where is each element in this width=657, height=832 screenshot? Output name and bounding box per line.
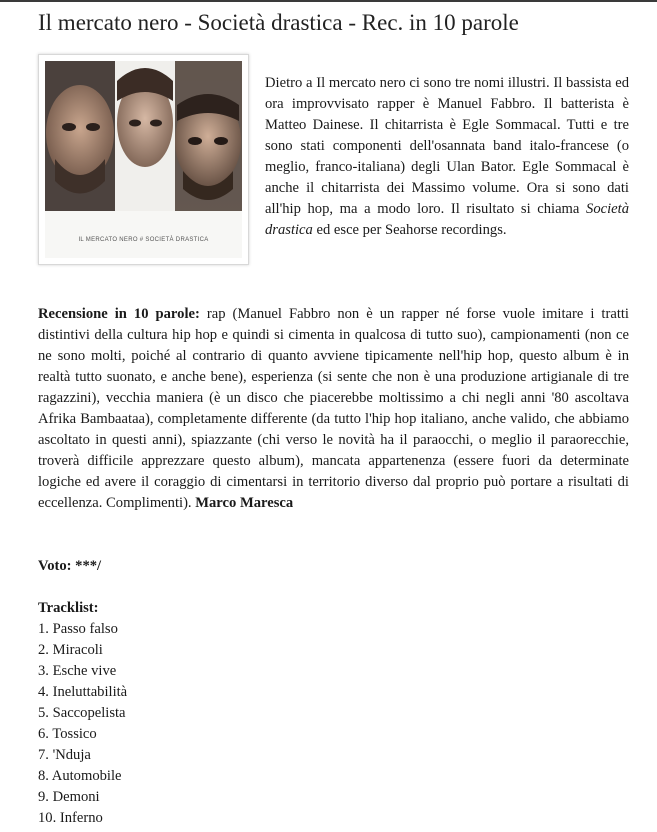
cover-photo-band: [45, 61, 242, 258]
track-item: 5. Saccopelista: [38, 705, 126, 721]
page-title: Il mercato nero - Società drastica - Rec. in 10 parole: [38, 10, 519, 35]
album-cover-image: [45, 61, 242, 258]
track-item: 8. Automobile: [38, 768, 122, 784]
cover-caption: IL MERCATO NERO # SOCIETÀ DRASTICA: [78, 237, 209, 243]
top-divider: [0, 0, 657, 2]
track-item: 4. Ineluttabilità: [38, 684, 128, 700]
album-cover: [38, 54, 249, 265]
track-item: 1. Passo falso: [38, 621, 118, 637]
intro-text-end: ed esce per Seahorse recordings.: [312, 222, 507, 238]
track-item: 10. Inferno: [38, 810, 103, 826]
album-title-italic: Società drastica: [265, 201, 629, 238]
vote-rating: Voto: ***/: [38, 558, 102, 574]
intro-paragraph: [265, 73, 629, 241]
track-item: 6. Tossico: [38, 726, 97, 742]
intro-text: Dietro a Il mercato nero ci sono tre nomi illustri. Il bassista ed ora improvvisato rapper è Manuel Fabbro. Il batterista è Matteo Dainese. Il chitarrista è Egle Sommacal. Tutti e tre sono stati componenti dell'osannata band italo-francese (o meglio, franco-italiana) degli Ulan Bator. Egle Sommacal è anche il chitarrista dei Massimo volume. Ora si sono dati all'hip hop, ma a modo loro. Il risultato si chiama: [265, 75, 629, 217]
tracklist-heading: Tracklist:: [38, 600, 99, 616]
review-text: rap (Manuel Fabbro non è un rapper né forse vuole imitare i tratti distintivi della cultura hip hop e quindi si cimenta in qualcosa di tutto suo), campionamenti (non ce ne sono molti, poiché al contrario di quanto avviene tipicamente nell'hip hop, questo album è in realtà tutto suonato, e anche bene), esperienza (si sente che non è una produzione artigianale di tre ragazzini), vecchia maniera (è un disco che piacerebbe moltissimo a chi negli anni '80 ascoltava Afrika Bambaataa), completamente differente (da tutto l'hip hop italiano, anche valido, che abbiamo ascoltato in questi anni), spiazzante (chi verso le novità ha il paraocchi, o meglio il paraorecchie, troverà difficile apprezzare questo album), mancata appartenenza (essere fuori da determinate logiche ed avere il coraggio di cimentarsi in territorio diverso dal proprio può portare a risultati di eccellenza. Complimenti).: [38, 306, 629, 511]
review-paragraph: [38, 304, 629, 514]
review-label: Recensione in 10 parole:: [38, 306, 200, 322]
tracklist: [38, 619, 127, 829]
track-item: 9. Demoni: [38, 789, 100, 805]
track-item: 3. Esche vive: [38, 663, 117, 679]
track-item: 7. 'Nduja: [38, 747, 91, 763]
review-author: Marco Maresca: [195, 495, 294, 511]
track-item: 2. Miracoli: [38, 642, 103, 658]
